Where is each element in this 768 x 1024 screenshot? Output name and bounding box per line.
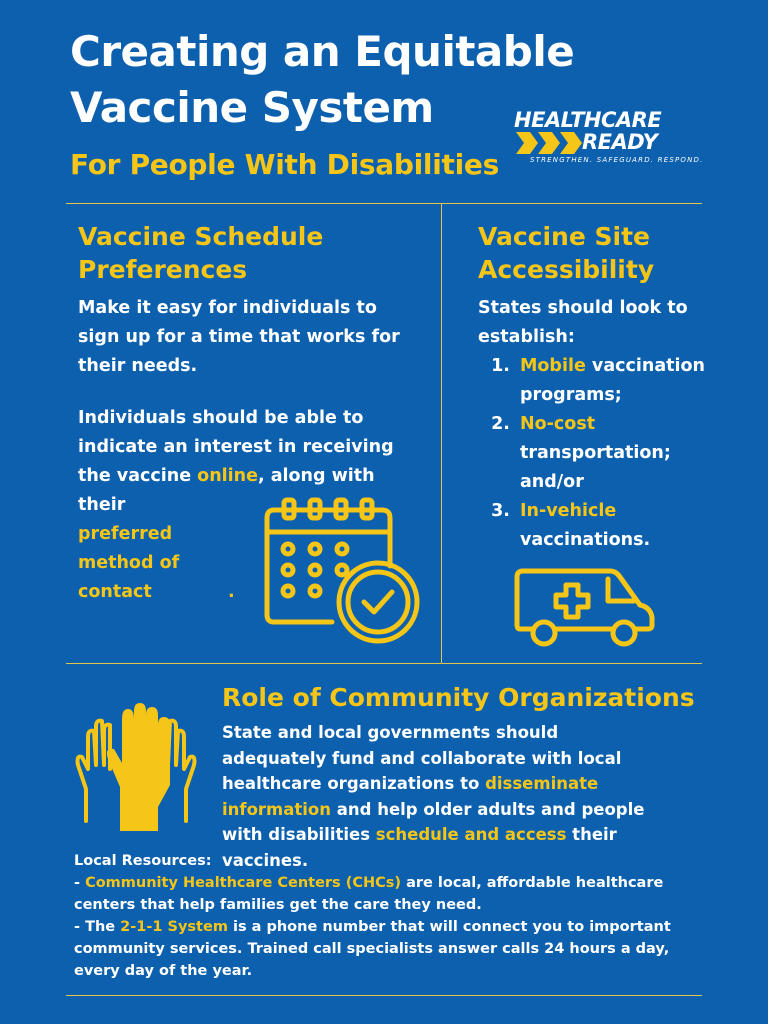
resource-item-211	[74, 916, 674, 982]
schedule-text-c: .	[228, 582, 235, 602]
schedule-title-line-2: Preferences	[78, 255, 248, 284]
site-title-line-1: Vaccine Site	[478, 222, 650, 251]
page-title	[70, 24, 574, 136]
site-item-2-highlight: No-cost	[520, 414, 596, 434]
calendar-clock-icon	[262, 494, 422, 644]
column-divider	[441, 203, 442, 663]
community-text-b: and help older adults and people with disabilities	[222, 799, 645, 844]
schedule-text-b: , along with their	[78, 466, 375, 515]
middle-divider	[66, 663, 702, 664]
site-list-item	[516, 410, 716, 497]
logo-chevrons-icon	[516, 132, 586, 154]
schedule-title-line-1: Vaccine Schedule	[78, 222, 324, 251]
schedule-highlight-online: online	[197, 466, 258, 486]
site-item-3-text: vaccinations.	[520, 530, 651, 550]
site-list-item	[516, 352, 716, 410]
healthcare-ready-logo	[512, 108, 704, 168]
resource-2-text: is a phone number that will connect you to important community services. Trained call specialists answer calls 24 hours a day, every day of the year.	[74, 919, 671, 979]
community-text-a: State and local governments should adequately fund and collaborate with local healthcare organizations to	[222, 723, 622, 793]
site-list-item	[516, 497, 716, 555]
community-highlight-schedule: schedule and access	[375, 825, 567, 844]
resource-1-highlight: Community Healthcare Centers (CHCs)	[85, 875, 402, 891]
site-item-1-highlight: Mobile	[520, 356, 586, 376]
resource-2-highlight: 2-1-1 System	[120, 919, 228, 935]
resource-item-chc	[74, 872, 674, 916]
page-subtitle: For People With Disabilities	[70, 148, 499, 181]
site-title-line-2: Accessibility	[478, 255, 655, 284]
site-item-1-text: vaccination programs;	[520, 356, 706, 405]
site-intro: States should look to establish:	[478, 298, 688, 347]
logo-word-1: HEALTHCARE	[514, 108, 662, 132]
resource-1-prefix: -	[74, 875, 86, 891]
logo-tagline: STRENGTHEN. SAFEGUARD. RESPOND.	[530, 156, 704, 164]
site-item-3-highlight: In-vehicle	[520, 501, 617, 521]
resources-heading: Local Resources:	[74, 853, 212, 869]
resource-2-prefix: - The	[74, 919, 121, 935]
site-item-2-text: transportation; and/or	[520, 443, 671, 492]
logo-word-2: READY	[582, 130, 658, 154]
local-resources	[74, 850, 674, 982]
site-list	[478, 352, 716, 555]
schedule-paragraph-1: Make it easy for individuals to sign up for a time that works for their needs.	[78, 298, 400, 376]
schedule-section-title	[78, 220, 418, 286]
site-section-title	[478, 220, 708, 286]
ambulance-icon	[512, 565, 660, 650]
bottom-divider	[66, 995, 702, 996]
title-line-1: Creating an Equitable	[70, 27, 575, 76]
title-line-2: Vaccine System	[70, 83, 434, 132]
community-highlight-disseminate: disseminate information	[222, 774, 599, 819]
resource-1-text: are local, affordable healthcare centers that help families get the care they need.	[74, 875, 664, 913]
schedule-highlight-contact: preferred method of contact	[78, 524, 180, 602]
community-text-c: their vaccines.	[222, 825, 617, 870]
top-divider	[66, 203, 702, 204]
schedule-text-a: Individuals should be able to indicate an interest in receiving the vaccine	[78, 408, 394, 486]
community-section-title: Role of Community Organizations	[222, 683, 695, 712]
raised-hands-icon	[72, 703, 200, 833]
